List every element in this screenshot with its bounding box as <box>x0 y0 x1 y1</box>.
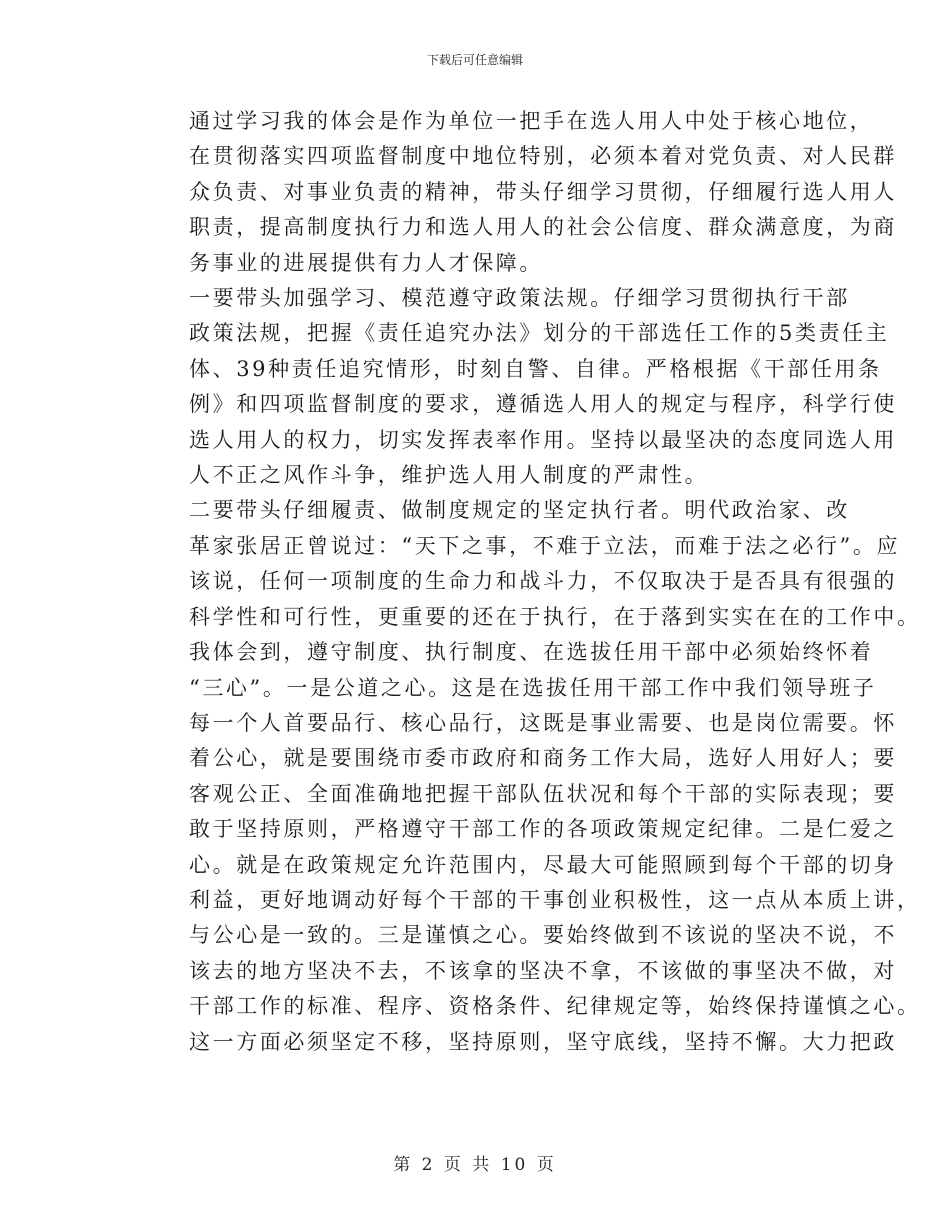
text-line: 心。就是在政策规定允许范围内，尽最大可能照顾到每个干部的切身 <box>189 852 897 877</box>
text-line: 客观公正、全面准确地把握干部队伍状况和每个干部的实际表现；要 <box>189 781 897 806</box>
text-line: 体、39种责任追究情形，时刻自警、自律。严格根据《干部任用条 <box>189 356 882 381</box>
page-header: 下载后可任意编辑 <box>426 53 523 67</box>
text-line: 职责，提高制度执行力和选人用人的社会公信度、群众满意度，为商 <box>189 215 897 240</box>
text-line: 在贯彻落实四项监督制度中地位特别，必须本着对党负责、对人民群 <box>189 144 897 169</box>
text-line: 务事业的进展提供有力人才保障。 <box>189 250 543 275</box>
text-line: 人不正之风作斗争，维护选人用人制度的严肃性。 <box>189 463 709 488</box>
paragraph-1 <box>143 104 897 281</box>
text-line: 着公心，就是要围绕市委市政府和商务工作大局，选好人用好人；要 <box>189 746 897 771</box>
text-line: 革家张居正曾说过：“天下之事，不难于立法，而难于法之必行”。应 <box>189 533 901 558</box>
text-line: 利益，更好地调动好每个干部的干事创业积极性，这一点从本质上讲， <box>189 887 921 912</box>
document-body <box>143 104 921 1060</box>
text-line: “三心”。一是公道之心。这是在选拔任用干部工作中我们领导班子 <box>189 675 877 700</box>
text-line: 政策法规，把握《责任追究办法》划分的干部选任工作的5类责任主 <box>189 321 890 346</box>
page-number-footer: 第 2 页 共 10 页 <box>393 1155 557 1175</box>
text-line: 科学性和可行性，更重要的还在于执行，在于落到实实在在的工作中。 <box>189 604 921 629</box>
text-line: 通过学习我的体会是作为单位一把手在选人用人中处于核心地位， <box>189 109 874 133</box>
text-line: 敢于坚持原则，严格遵守干部工作的各项政策规定纪律。二是仁爱之 <box>189 817 897 842</box>
text-line: 这一方面必须坚定不移，坚持原则，坚守底线，坚持不懈。大力把政 <box>189 1029 897 1054</box>
text-line: 该说，任何一项制度的生命力和战斗力，不仅取决于是否具有很强的 <box>189 569 897 594</box>
text-line: 二要带头仔细履责、做制度规定的坚定执行者。明代政治家、改 <box>189 498 850 523</box>
text-line: 我体会到，遵守制度、执行制度、在选拔任用干部中必须始终怀着 <box>189 640 874 665</box>
paragraph-3 <box>143 493 921 1060</box>
text-line: 该去的地方坚决不去，不该拿的坚决不拿，不该做的事坚决不做，对 <box>189 958 897 983</box>
text-line: 众负责、对事业负责的精神，带头仔细学习贯彻，仔细履行选人用人 <box>189 179 897 204</box>
text-line: 一要带头加强学习、模范遵守政策法规。仔细学习贯彻执行干部 <box>189 286 850 311</box>
text-line: 例》和四项监督制度的要求，遵循选人用人的规定与程序，科学行使 <box>189 392 897 417</box>
paragraph-2 <box>143 281 897 493</box>
text-line: 每一个人首要品行、核心品行，这既是事业需要、也是岗位需要。怀 <box>189 710 897 735</box>
text-line: 与公心是一致的。三是谨慎之心。要始终做到不该说的坚决不说，不 <box>189 923 897 948</box>
text-line: 选人用人的权力，切实发挥表率作用。坚持以最坚决的态度同选人用 <box>189 427 897 452</box>
text-line: 干部工作的标准、程序、资格条件、纪律规定等，始终保持谨慎之心。 <box>189 994 921 1019</box>
